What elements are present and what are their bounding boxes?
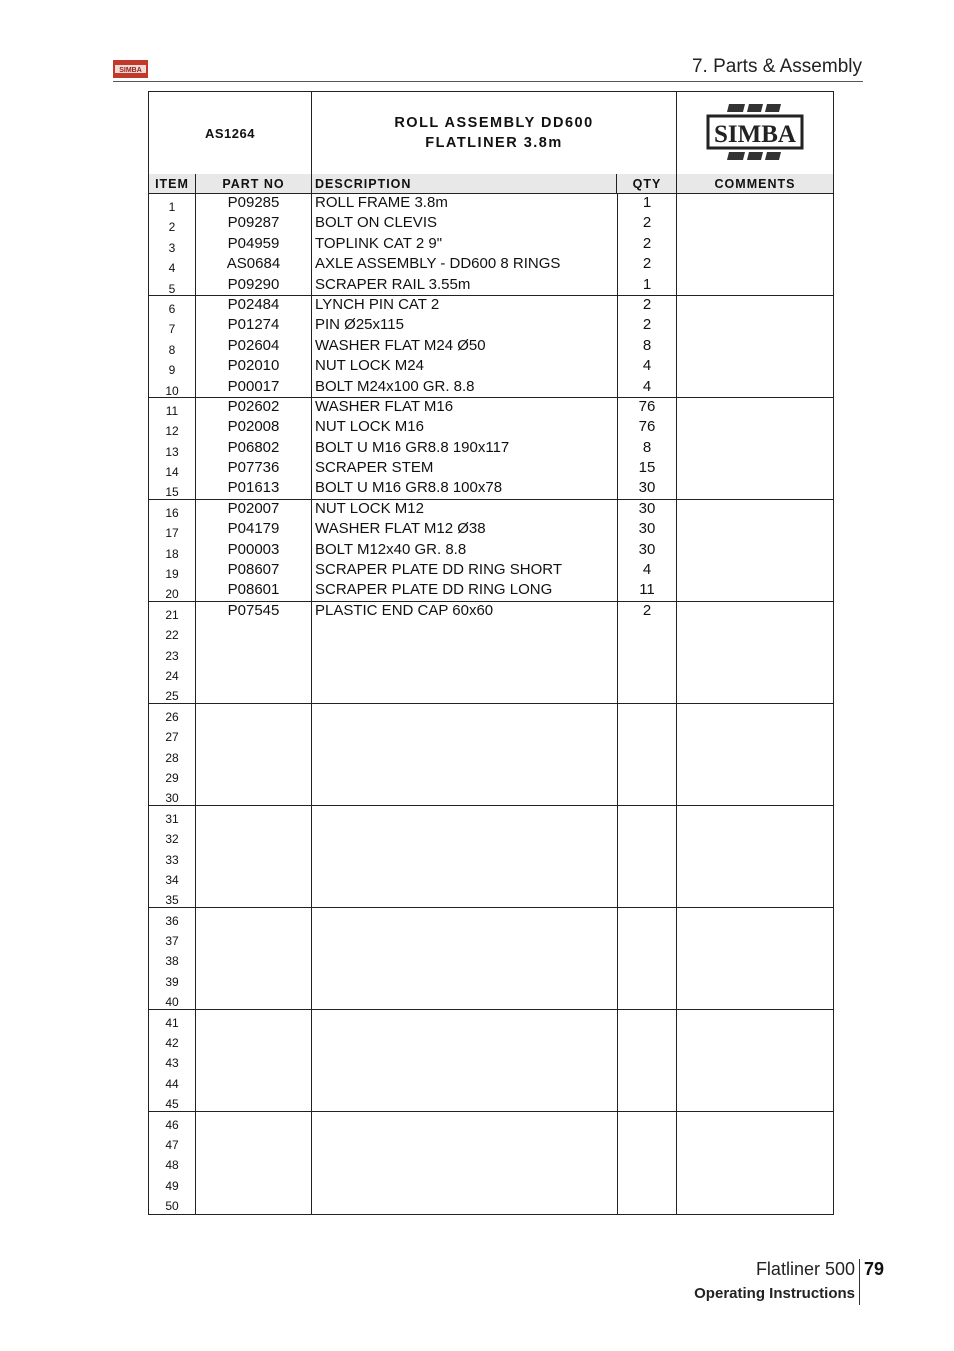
row-qty: 76 xyxy=(638,418,656,436)
row-part-no: AS0684 xyxy=(226,255,281,273)
row-description: BOLT M24x100 GR. 8.8 xyxy=(315,377,475,395)
col-part-no: PART NO xyxy=(196,174,312,193)
row-description: SCRAPER STEM xyxy=(315,459,434,477)
parts-table-body xyxy=(149,194,833,1214)
footer-subtitle: Operating Instructions xyxy=(694,1285,855,1302)
assembly-title-line1: ROLL ASSEMBLY DD600 xyxy=(394,115,594,131)
row-part-no: P02010 xyxy=(227,357,280,375)
row-item: 3 xyxy=(168,240,176,255)
row-description: LYNCH PIN CAT 2 xyxy=(315,295,440,313)
row-item: 33 xyxy=(165,852,179,867)
table-row xyxy=(149,928,833,948)
row-qty: 30 xyxy=(638,520,656,538)
table-row xyxy=(149,867,833,887)
row-item: 1 xyxy=(168,200,176,214)
row-item: 41 xyxy=(165,1015,179,1030)
row-item: 43 xyxy=(165,1056,179,1071)
row-item: 27 xyxy=(165,730,179,745)
divider-qty xyxy=(676,92,677,1214)
table-row xyxy=(149,439,833,459)
col-comments: COMMENTS xyxy=(714,177,796,191)
row-item: 2 xyxy=(168,220,176,235)
row-description: NUT LOCK M24 xyxy=(315,357,424,375)
table-row xyxy=(149,561,833,581)
row-description: SCRAPER PLATE DD RING SHORT xyxy=(315,561,562,579)
table-row xyxy=(149,948,833,968)
row-qty: 76 xyxy=(638,397,656,415)
row-item: 36 xyxy=(165,913,179,928)
header-divider xyxy=(113,81,863,82)
table-row xyxy=(149,1132,833,1152)
table-row xyxy=(149,398,833,418)
table-row xyxy=(149,581,833,601)
row-item: 28 xyxy=(165,750,179,765)
row-item: 30 xyxy=(165,791,179,806)
table-row xyxy=(149,847,833,867)
table-row xyxy=(149,1173,833,1193)
row-item: 15 xyxy=(165,485,179,500)
row-qty: 8 xyxy=(642,438,652,456)
table-row xyxy=(149,235,833,255)
table-row xyxy=(149,337,833,357)
section-title: 7. Parts & Assembly xyxy=(691,56,862,77)
row-qty: 2 xyxy=(642,234,652,252)
row-qty: 30 xyxy=(638,540,656,558)
row-item: 20 xyxy=(165,587,179,602)
row-description: AXLE ASSEMBLY - DD600 8 RINGS xyxy=(315,255,561,273)
row-description: NUT LOCK M12 xyxy=(315,499,424,517)
row-qty: 4 xyxy=(642,377,652,395)
row-item: 23 xyxy=(165,648,179,663)
table-row xyxy=(149,765,833,785)
row-item: 44 xyxy=(165,1076,179,1091)
row-item: 42 xyxy=(165,1036,179,1051)
table-row xyxy=(149,459,833,479)
row-item: 24 xyxy=(165,668,179,683)
row-description: BOLT U M16 GR8.8 190x117 xyxy=(315,438,510,456)
row-qty: 2 xyxy=(642,316,652,334)
row-description: BOLT U M16 GR8.8 100x78 xyxy=(315,479,503,497)
row-description: SCRAPER RAIL 3.55m xyxy=(315,275,471,293)
table-row xyxy=(149,541,833,561)
row-description: WASHER FLAT M12 Ø38 xyxy=(315,520,486,538)
table-row xyxy=(149,806,833,826)
row-item: 40 xyxy=(165,995,179,1010)
table-row xyxy=(149,1112,833,1132)
row-description: SCRAPER PLATE DD RING LONG xyxy=(315,581,553,599)
row-item: 50 xyxy=(165,1199,179,1214)
row-part-no: P08601 xyxy=(227,581,280,599)
divider-part xyxy=(311,92,312,1214)
row-item: 8 xyxy=(168,342,176,357)
row-part-no: P06802 xyxy=(227,438,280,456)
table-row xyxy=(149,1050,833,1070)
row-qty: 4 xyxy=(642,357,652,375)
row-description: BOLT M12x40 GR. 8.8 xyxy=(315,540,467,558)
row-item: 35 xyxy=(165,893,179,908)
row-item: 4 xyxy=(168,261,176,276)
assembly-code: AS1264 xyxy=(149,92,312,174)
row-part-no: P04959 xyxy=(227,234,280,252)
row-qty: 1 xyxy=(642,194,652,211)
row-item: 21 xyxy=(165,607,179,622)
table-row xyxy=(149,296,833,316)
row-part-no: P07545 xyxy=(227,601,280,619)
row-part-no: P02604 xyxy=(227,336,280,354)
row-qty: 30 xyxy=(638,499,656,517)
table-row xyxy=(149,745,833,765)
parts-list-sheet xyxy=(148,91,834,1215)
simba-logo-text: SIMBA xyxy=(714,121,796,148)
row-part-no: P09285 xyxy=(227,194,280,211)
table-row xyxy=(149,724,833,744)
row-qty: 2 xyxy=(642,295,652,313)
row-part-no: P04179 xyxy=(227,520,280,538)
table-row xyxy=(149,969,833,989)
table-row xyxy=(149,683,833,703)
title-block xyxy=(149,92,833,175)
table-row xyxy=(149,316,833,336)
row-qty: 15 xyxy=(638,459,656,477)
table-row xyxy=(149,357,833,377)
row-item: 32 xyxy=(165,832,179,847)
table-row xyxy=(149,704,833,724)
table-row xyxy=(149,622,833,642)
table-row xyxy=(149,378,833,398)
row-description: ROLL FRAME 3.8m xyxy=(315,194,448,211)
table-row xyxy=(149,194,833,214)
row-item: 25 xyxy=(165,689,179,704)
assembly-title xyxy=(312,92,677,174)
table-row xyxy=(149,602,833,622)
row-part-no: P07736 xyxy=(227,459,280,477)
row-item: 31 xyxy=(165,811,179,826)
table-row xyxy=(149,1193,833,1213)
row-qty: 30 xyxy=(638,479,656,497)
col-item: ITEM xyxy=(149,174,196,193)
row-item: 18 xyxy=(165,546,179,561)
row-item: 34 xyxy=(165,872,179,887)
row-item: 29 xyxy=(165,770,179,785)
table-row xyxy=(149,1071,833,1091)
row-item: 39 xyxy=(165,974,179,989)
row-item: 16 xyxy=(165,505,179,520)
row-qty: 2 xyxy=(642,214,652,232)
row-qty: 11 xyxy=(639,581,655,599)
header-simba-logo xyxy=(113,60,148,78)
table-row xyxy=(149,887,833,907)
table-row xyxy=(149,418,833,438)
table-row xyxy=(149,214,833,234)
table-row xyxy=(149,1030,833,1050)
row-part-no: P02008 xyxy=(227,418,280,436)
row-part-no: P02602 xyxy=(227,397,280,415)
row-item: 45 xyxy=(165,1097,179,1112)
table-row xyxy=(149,1091,833,1111)
row-item: 38 xyxy=(165,954,179,969)
footer-divider xyxy=(859,1259,860,1305)
row-part-no: P09290 xyxy=(227,275,280,293)
col-description: DESCRIPTION xyxy=(312,174,617,193)
row-description: NUT LOCK M16 xyxy=(315,418,424,436)
table-row xyxy=(149,643,833,663)
row-item: 47 xyxy=(165,1137,179,1152)
table-row xyxy=(149,826,833,846)
row-item: 19 xyxy=(165,567,179,582)
row-item: 46 xyxy=(165,1117,179,1132)
row-description: WASHER FLAT M16 xyxy=(315,397,454,415)
table-row xyxy=(149,255,833,275)
footer-product: Flatliner 500 xyxy=(755,1259,855,1279)
table-row xyxy=(149,1010,833,1030)
table-row xyxy=(149,1152,833,1172)
table-row xyxy=(149,908,833,928)
row-qty: 4 xyxy=(642,561,652,579)
row-qty: 1 xyxy=(642,275,652,293)
row-description: TOPLINK CAT 2 9" xyxy=(315,234,443,252)
row-item: 12 xyxy=(165,424,179,439)
col-qty: QTY xyxy=(618,174,677,193)
row-qty: 8 xyxy=(642,336,652,354)
row-item: 48 xyxy=(165,1158,179,1173)
row-item: 7 xyxy=(168,322,176,337)
row-qty: 2 xyxy=(642,255,652,273)
row-description: BOLT ON CLEVIS xyxy=(315,214,437,232)
row-part-no: P02007 xyxy=(227,499,280,517)
row-part-no: P08607 xyxy=(227,561,280,579)
row-item: 49 xyxy=(165,1178,179,1193)
row-item: 13 xyxy=(165,444,179,459)
divider-desc xyxy=(617,194,618,1214)
row-item: 11 xyxy=(165,403,179,418)
row-description: PLASTIC END CAP 60x60 xyxy=(315,601,494,619)
row-item: 10 xyxy=(165,383,179,398)
row-item: 17 xyxy=(165,526,179,541)
table-row xyxy=(149,500,833,520)
row-item: 26 xyxy=(165,709,179,724)
row-part-no: P09287 xyxy=(227,214,280,232)
table-row xyxy=(149,276,833,296)
row-item: 37 xyxy=(165,934,179,949)
row-item: 14 xyxy=(165,465,179,480)
row-part-no: P02484 xyxy=(227,295,280,313)
table-row xyxy=(149,785,833,805)
row-item: 5 xyxy=(168,281,176,296)
row-part-no: P00003 xyxy=(227,540,280,558)
row-description: PIN Ø25x115 xyxy=(315,316,404,334)
assembly-title-line2: FLATLINER 3.8m xyxy=(425,135,563,151)
row-item: 22 xyxy=(165,628,179,643)
table-row xyxy=(149,479,833,499)
table-row xyxy=(149,989,833,1009)
row-part-no: P01613 xyxy=(227,479,280,497)
table-row xyxy=(149,520,833,540)
row-item: 6 xyxy=(168,301,176,316)
header-logo-text: SIMBA xyxy=(119,67,142,74)
row-description: WASHER FLAT M24 Ø50 xyxy=(315,336,486,354)
row-item: 9 xyxy=(168,363,176,378)
row-part-no: P00017 xyxy=(227,377,280,395)
simba-logo xyxy=(677,92,833,174)
row-part-no: P01274 xyxy=(227,316,280,334)
column-header-row xyxy=(149,174,833,194)
page-number: 79 xyxy=(864,1259,885,1279)
divider-item xyxy=(195,194,196,1214)
table-row xyxy=(149,663,833,683)
row-qty: 2 xyxy=(642,601,652,619)
